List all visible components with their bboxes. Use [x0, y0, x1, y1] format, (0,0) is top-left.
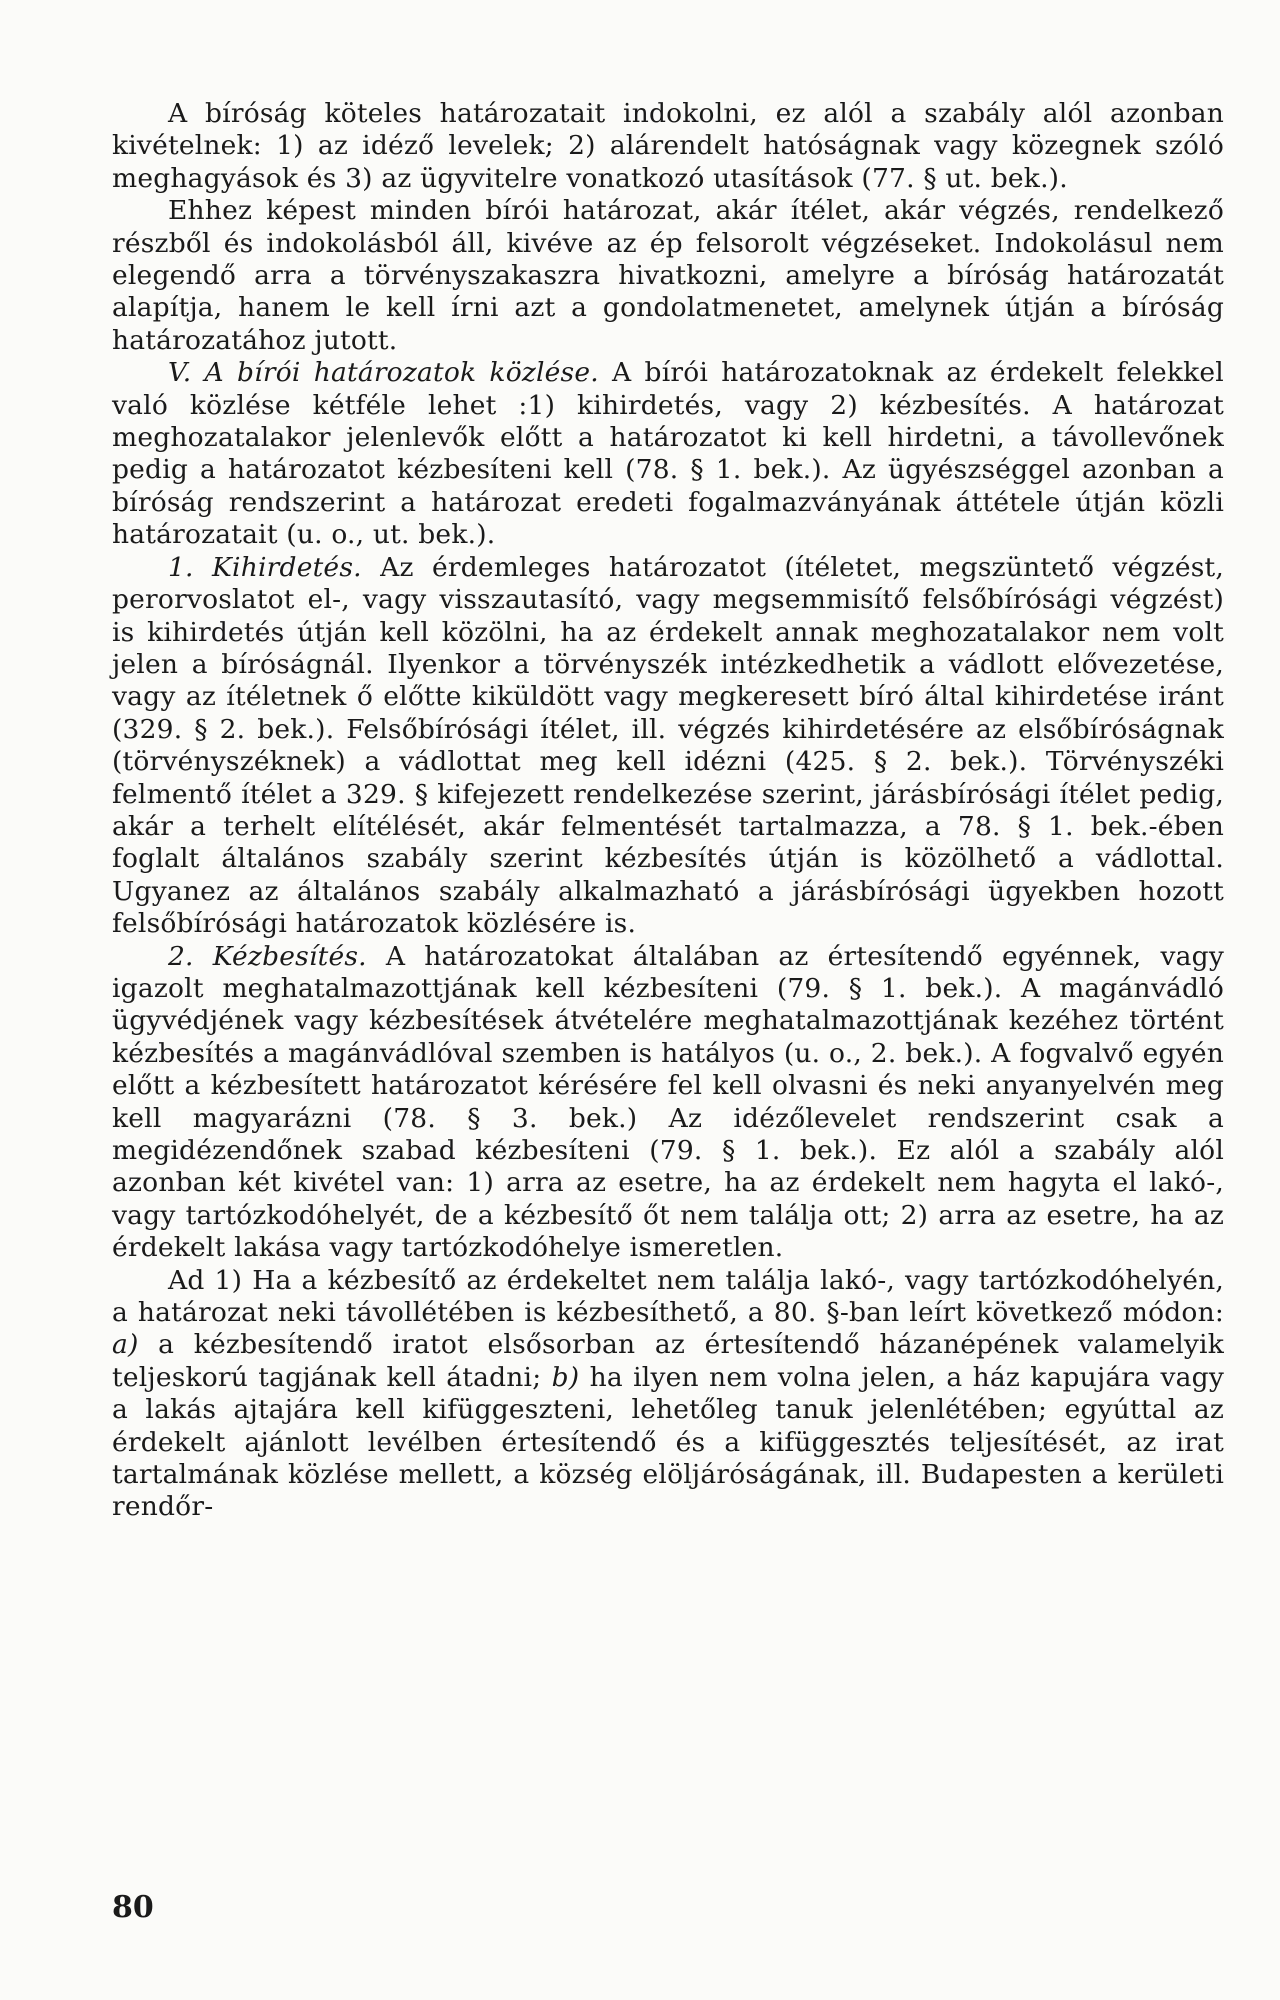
section-heading-v: V. A bírói határozatok közlése. [168, 357, 599, 389]
paragraph-5-text: A határozatokat általában az értesítendő egyénnek, vagy igazolt meghatalmazottjának kell kézbesíteni (79. § 1. bek.). A magánvádló ügyvédjének vagy kézbesítések átvételére meghatalmazottjának kezéhez történt kézbesítés a magánvádlóval szemben is hatályos (u. o., 2. bek.). A fogvalvő egyén előtt a kézbesített határozatot kérésére fel kell olvasni és neki anyanyelvén meg kell magyarázni (78. § 3. bek.) Az idézőlevelet rendszerint csak a megidézendőnek szabad kézbesíteni (79. § 1. bek.). Ez alól a szabály alól azonban két kivétel van: 1) arra az esetre, ha az érdekelt nem hagyta el lakó-, vagy tartózkodóhelyét, de a kézbesítő őt nem találja ott; 2) arra az esetre, ha az érdekelt lakása vagy tartózkodóhelye ismeretlen. [112, 940, 1224, 1264]
paragraph-6 [112, 1265, 1224, 1524]
body-text [112, 98, 1224, 1524]
list-marker-a: a) [112, 1329, 139, 1361]
list-marker-b: b) [551, 1361, 580, 1393]
paragraph-3 [112, 357, 1224, 551]
paragraph-1 [112, 98, 1224, 195]
paragraph-2-text: Ehhez képest minden bírói határozat, akár ítélet, akár végzés, rendelkező részből és indokolásból áll, kivéve az ép felsorolt végzéseket. Indokolásul nem elegendő arra a törvényszakaszra hivatkozni, amelyre a bíróság határozatát alapítja, hanem le kell írni azt a gondolatmenetet, amelynek útján a bíróság határozatához jutott. [112, 195, 1224, 356]
paragraph-2 [112, 195, 1224, 357]
paragraph-6-text-middle: a kézbesítendő iratot elsősorban az értesítendő házanépének valamelyik teljeskorú tagjának kell átadni; [112, 1329, 1224, 1393]
page-number: 80 [112, 1890, 154, 1925]
paragraph-1-text: A bíróság köteles határozatait indokolni, ez alól a szabály alól azonban kivételnek: 1) az idéző levelek; 2) alárendelt hatóságnak vagy közegnek szóló meghagyások és 3) az ügyvitelre vonatkozó utasítások (77. § ut. bek.). [112, 98, 1224, 194]
paragraph-6-text-start: Ad 1) Ha a kézbesítő az érdekeltet nem találja lakó-, vagy tartózkodóhelyén, a határozat neki távollétében is kézbesíthető, a 80. §-ban leírt következő módon: [112, 1264, 1224, 1329]
subsection-heading-kezbesites: 2. Kézbesítés. [168, 940, 367, 972]
paragraph-5 [112, 941, 1224, 1265]
subsection-heading-kihirdetes: 1. Kihirdetés. [168, 551, 362, 583]
paragraph-4-text: Az érdemleges határozatot (ítéletet, megszüntető végzést, perorvoslatot el-, vagy visszautasító, vagy megsemmisítő felsőbírósági végzést) is kihirdetés útján kell közölni, ha az érdekelt annak meghozatalakor nem volt jelen a bíróságnál. Ilyenkor a törvényszék intézkedhetik a vádlott elővezetése, vagy az ítéletnek ő előtte kiküldött vagy megkeresett bíró által kihirdetése iránt (329. § 2. bek.). Felsőbírósági ítélet, ill. végzés kihirdetésére az elsőbíróságnak (törvényszéknek) a vádlottat meg kell idézni (425. § 2. bek.). Törvényszéki felmentő ítélet a 329. § kifejezett rendelkezése szerint, járásbírósági ítélet pedig, akár a terhelt elítélését, akár felmentését tartalmazza, a 78. § 1. bek.-ében foglalt általános szabály szerint kézbesítés útján is közölhető a vádlottal. Ugyanez az általános szabály alkalmazható a járásbírósági ügyekben hozott felsőbírósági határozatok közlésére is. [112, 551, 1224, 940]
paragraph-4 [112, 552, 1224, 941]
paragraph-6-text-end: ha ilyen nem volna jelen, a ház kapujára vagy a lakás ajtajára kell kifüggeszteni, lehetőleg tanuk jelenlétében; egyúttal az érdekelt ajánlott levélben értesítendő és a kifüggesztés teljesítését, az irat tartalmának közlése mellett, a község elöljáróságának, ill. Budapesten a kerületi rendőr- [112, 1361, 1225, 1523]
paragraph-3-text: A bírói határozatoknak az érdekelt felekkel való közlése kétféle lehet :1) kihirdetés, vagy 2) kézbesítés. A határozat meghozatalakor jelenlevők előtt a határozatot ki kell hirdetni, a távollevőnek pedig a határozatot kézbesíteni kell (78. § 1. bek.). Az ügyészséggel azonban a bíróság rendszerint a határozat eredeti fogalmazványának áttétele útján közli határozatait (u. o., ut. bek.). [112, 357, 1224, 551]
